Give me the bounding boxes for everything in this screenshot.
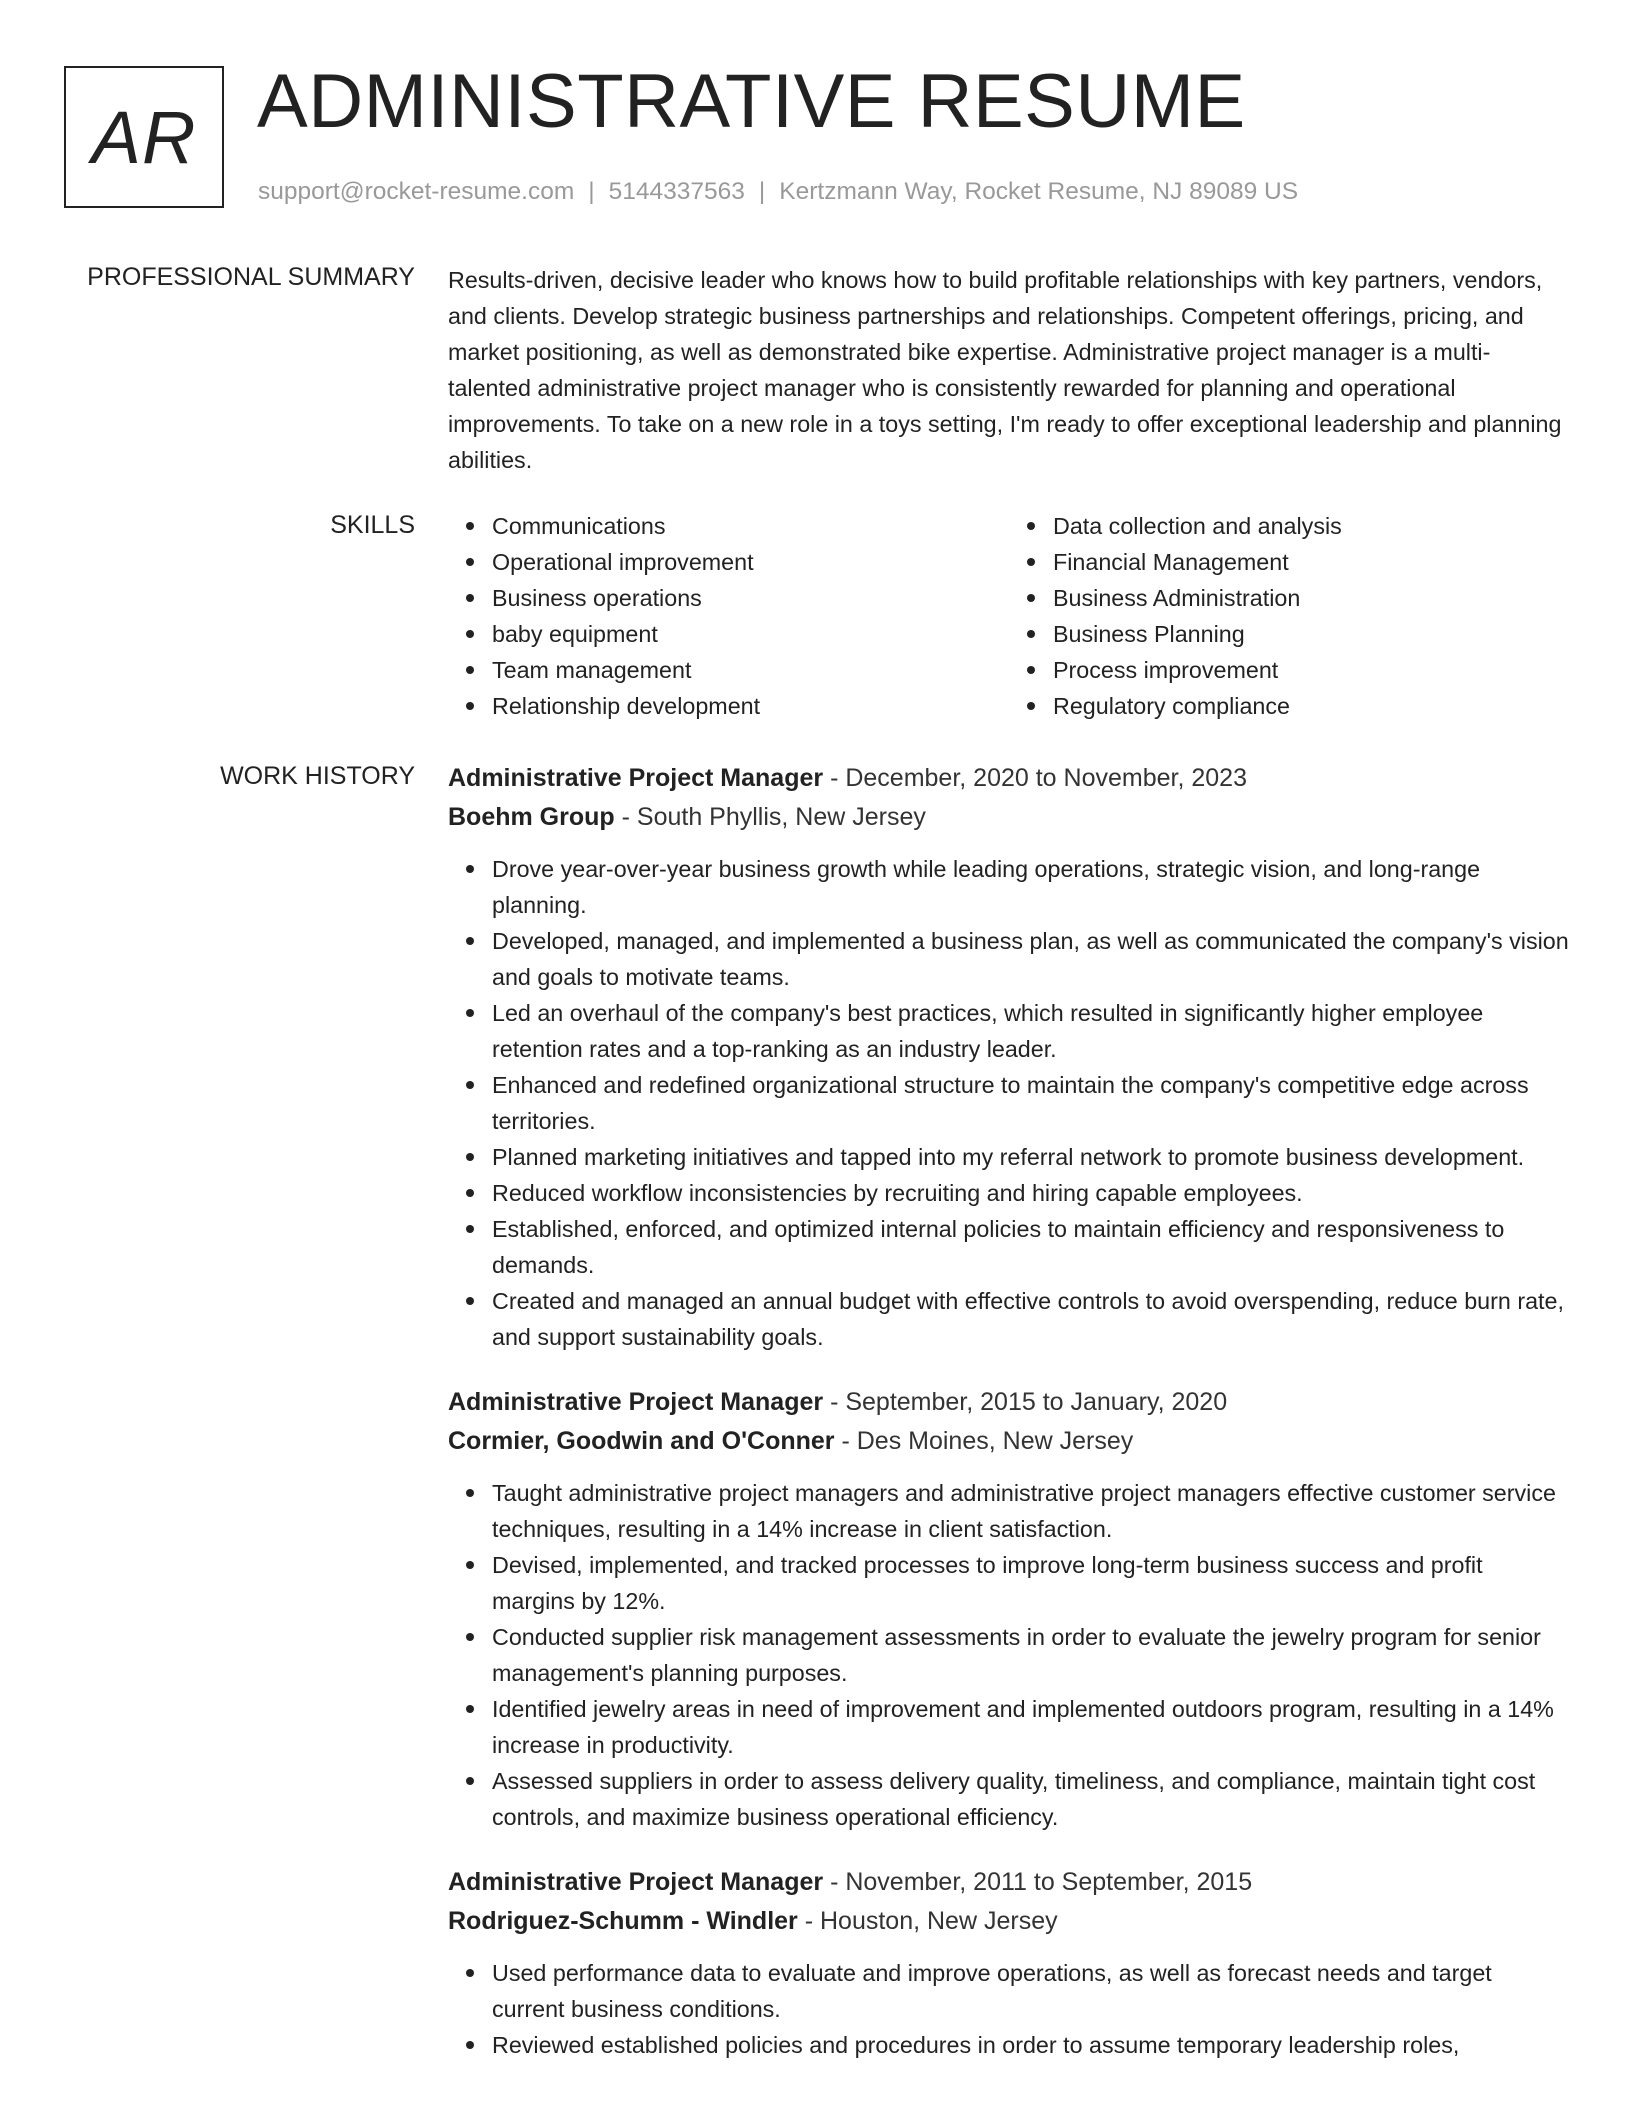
skill-item: Financial Management [1053,544,1570,580]
job-dates: - September, 2015 to January, 2020 [823,1388,1228,1416]
job-company-line [448,798,1570,837]
job-company: Rodriguez-Schumm - Windler [448,1907,798,1935]
skill-item: Data collection and analysis [1053,508,1570,544]
job-bullet: Devised, implemented, and tracked processes to improve long-term business success and profit margins by 12%. [492,1547,1570,1619]
job-bullet: Identified jewelry areas in need of improvement and implemented outdoors program, resulting in a 14% increase in productivity. [492,1691,1570,1763]
skill-item: Team management [492,652,1009,688]
job-bullets [448,851,1570,1355]
contact-address: Kertzmann Way, Rocket Resume, NJ 89089 US [779,178,1299,205]
job-title: Administrative Project Manager [448,764,824,792]
job-location: - Houston, New Jersey [797,1907,1058,1935]
skill-item: Regulatory compliance [1053,688,1570,724]
work-history-body [448,759,1570,2091]
job-bullet: Taught administrative project managers and administrative project managers effective customer service techniques, resulting in a 14% increase in client satisfaction. [492,1475,1570,1547]
job-location: - Des Moines, New Jersey [834,1427,1134,1455]
contact-line [258,176,1298,208]
job-bullet: Established, enforced, and optimized internal policies to maintain efficiency and responsiveness to demands. [492,1211,1570,1283]
summary-text: Results-driven, decisive leader who knows how to build profitable relationships with key partners, vendors, and clients. Develop strategic business partnerships and relationships. Competent offerings, pricing, and market positioning, as well as demonstrated bike expertise. Administrative project manager is a multi-talented administrative project manager who is consistently rewarded for planning and operational improvements. To take on a new role in a toys setting, I'm ready to offer exceptional leadership and planning abilities. [448,267,1562,473]
job-title-line [448,1863,1570,1902]
skill-item: Communications [492,508,1009,544]
skill-item: baby equipment [492,616,1009,652]
contact-email: support@rocket-resume.com [258,178,575,205]
job-bullet: Enhanced and redefined organizational structure to maintain the company's competitive edge across territories. [492,1067,1570,1139]
job-title: Administrative Project Manager [448,1388,824,1416]
contact-separator: | [588,178,595,205]
job-bullet: Drove year-over-year business growth while leading operations, strategic vision, and long-range planning. [492,851,1570,923]
skill-item: Operational improvement [492,544,1009,580]
job-entry [448,759,1570,1355]
job-title: Administrative Project Manager [448,1868,824,1896]
job-company-line [448,1902,1570,1941]
job-bullet: Conducted supplier risk management assessments in order to evaluate the jewelry program for senior management's planning purposes. [492,1619,1570,1691]
job-bullet: Created and managed an annual budget with effective controls to avoid overspending, reduce burn rate, and support sustainability goals. [492,1283,1570,1355]
job-bullets [448,1955,1570,2063]
job-entry [448,1863,1570,2063]
job-bullet: Assessed suppliers in order to assess delivery quality, timeliness, and compliance, maintain tight cost controls, and maximize business operational efficiency. [492,1763,1570,1835]
skills-body [448,508,1570,724]
job-entry [448,1383,1570,1835]
summary-label: PROFESSIONAL SUMMARY [87,263,415,291]
job-bullet: Reviewed established policies and procedures in order to assume temporary leadership roles, [492,2027,1570,2063]
job-dates: - November, 2011 to September, 2015 [823,1868,1253,1896]
skill-item: Process improvement [1053,652,1570,688]
skills-label: SKILLS [330,511,415,539]
contact-phone: 5144337563 [608,178,745,205]
skill-item: Business Planning [1053,616,1570,652]
job-bullets [448,1475,1570,1835]
job-company: Cormier, Goodwin and O'Conner [448,1427,835,1455]
work-history-label: WORK HISTORY [220,762,415,790]
job-bullet: Planned marketing initiatives and tapped into my referral network to promote business development. [492,1139,1570,1175]
job-bullet: Developed, managed, and implemented a business plan, as well as communicated the company's vision and goals to motivate teams. [492,923,1570,995]
job-bullet: Led an overhaul of the company's best practices, which resulted in significantly higher employee retention rates and a top-ranking as an industry leader. [492,995,1570,1067]
summary-body [448,262,1570,478]
job-bullet: Used performance data to evaluate and improve operations, as well as forecast needs and target current business conditions. [492,1955,1570,2027]
contact-separator: | [758,178,766,205]
resume-title: ADMINISTRATIVE RESUME [257,59,1246,144]
job-company: Boehm Group [448,803,615,831]
job-dates: - December, 2020 to November, 2023 [823,764,1247,792]
skills-list-left [448,508,1009,724]
job-title-line [448,1383,1570,1422]
job-location: - South Phyllis, New Jersey [614,803,926,831]
skills-list-right [1009,508,1570,724]
skill-item: Business operations [492,580,1009,616]
job-company-line [448,1422,1570,1461]
skill-item: Relationship development [492,688,1009,724]
monogram-box [64,66,224,208]
job-title-line [448,759,1570,798]
monogram-initials: AR [91,95,197,179]
job-bullet: Reduced workflow inconsistencies by recruiting and hiring capable employees. [492,1175,1570,1211]
skill-item: Business Administration [1053,580,1570,616]
